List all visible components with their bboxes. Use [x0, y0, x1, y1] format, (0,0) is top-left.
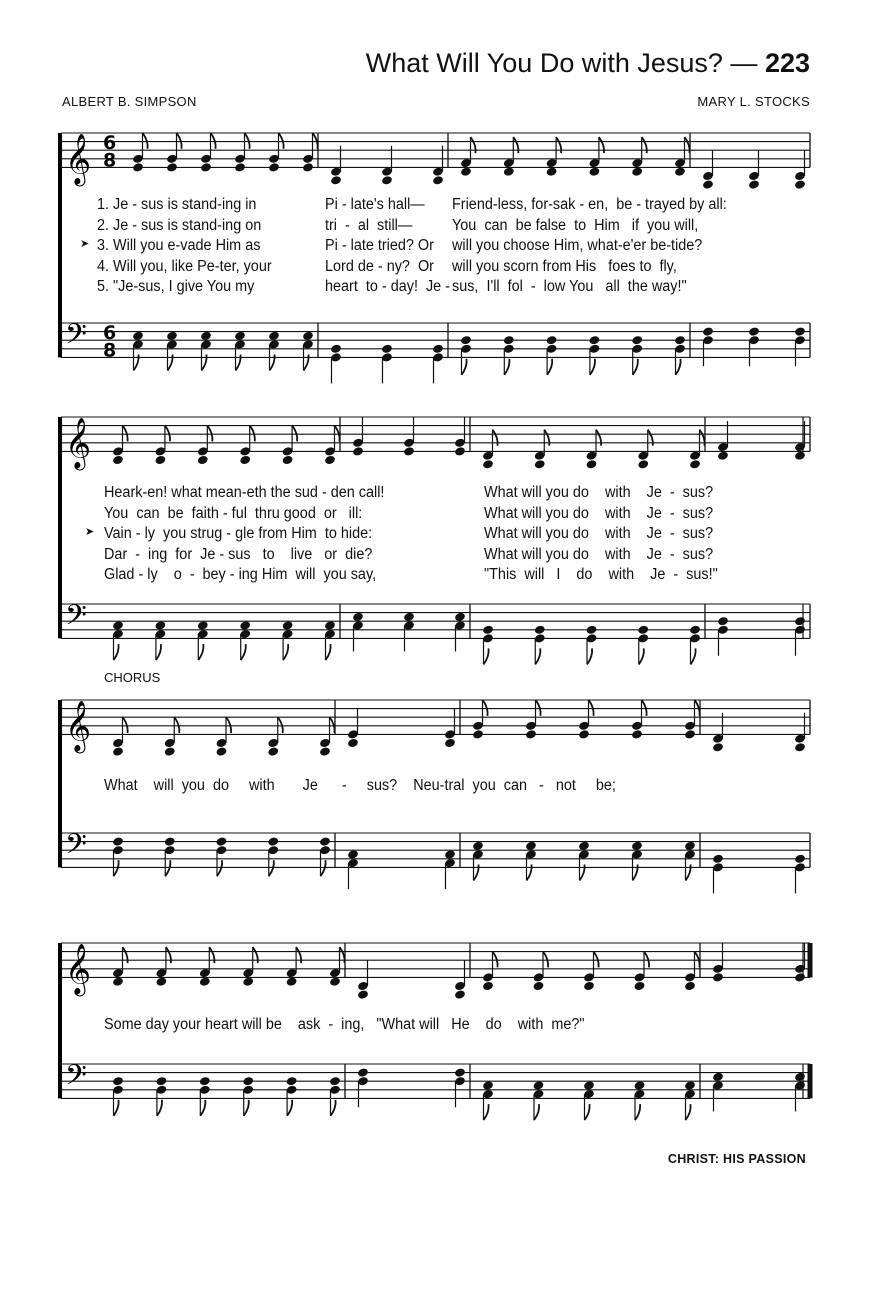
note-head [674, 335, 686, 346]
note-head [794, 1072, 806, 1083]
note-flag [123, 717, 128, 733]
note-head [166, 162, 178, 173]
verse-marker-icon: ➤ [80, 238, 90, 250]
note-head [329, 976, 341, 987]
note-head [454, 989, 466, 1000]
note-flag [695, 951, 700, 967]
note-head [503, 166, 515, 177]
note-head [239, 455, 251, 466]
verse-lyric-segment: will you choose Him, what-e'er be-tide? [452, 237, 703, 254]
note-flag [143, 133, 148, 149]
system-bracket [58, 417, 62, 638]
verse-lyric-segment: 4. Will you, like Pe-ter, your [97, 257, 272, 275]
verse-lyric-segment: Heark-en! what mean-eth the sud - den call! [104, 484, 385, 501]
note-head [583, 981, 595, 992]
note-head [444, 849, 456, 860]
composer-credit: MARY L. STOCKS [697, 94, 810, 109]
note-head [525, 729, 537, 740]
note-head [472, 841, 484, 852]
note-head [329, 1076, 341, 1087]
note-head [319, 836, 331, 847]
note-head [534, 625, 546, 636]
note-head [454, 1067, 466, 1078]
note-flag [174, 717, 179, 733]
note-flag [114, 860, 119, 876]
note-flag [644, 951, 649, 967]
treble-clef-icon: 𝄞 [65, 700, 92, 752]
note-head [586, 625, 598, 636]
treble-clef-icon: 𝄞 [65, 943, 92, 995]
note-head [794, 742, 806, 753]
note-flag [676, 359, 681, 375]
note-head [154, 620, 166, 631]
note-head [302, 331, 314, 342]
verse-lyric-segment: 5. "Je-sus, I give You my [97, 278, 255, 295]
note-head [432, 344, 444, 355]
note-flag [590, 359, 595, 375]
note-flag [114, 644, 119, 660]
note-head [684, 729, 696, 740]
note-flag [594, 951, 599, 967]
note-head [482, 459, 494, 470]
refrain-lyrics: Some day your heart will be ask - ing, "What will He do with me?" [104, 1016, 585, 1033]
note-head [717, 450, 729, 461]
verse-lyric-segment: Pi - late tried? Or [325, 237, 434, 254]
note-head [546, 166, 558, 177]
note-head [674, 166, 686, 177]
note-head [132, 331, 144, 342]
note-head [286, 1076, 298, 1087]
hymn-title: What Will You Do with Jesus? — 223 [365, 48, 810, 78]
verse-lyric-segment: You can be faith - ful thru good or ill: [104, 504, 363, 522]
note-head [234, 331, 246, 342]
note-head [472, 729, 484, 740]
note-flag [695, 700, 700, 716]
note-flag [484, 1104, 489, 1120]
note-flag [177, 133, 182, 149]
note-head [546, 335, 558, 346]
verse-marker-icon: ➤ [85, 526, 95, 538]
treble-clef-icon: 𝄞 [65, 133, 92, 185]
verse-lyric-segment: 1. Je - sus is stand-ing in [97, 196, 257, 213]
note-flag [483, 700, 488, 716]
note-flag [123, 425, 128, 441]
note-head [432, 175, 444, 186]
note-head [268, 162, 280, 173]
note-head [588, 166, 600, 177]
note-head [155, 976, 167, 987]
note-head [748, 179, 760, 190]
note-flag [331, 1100, 336, 1116]
note-head [112, 455, 124, 466]
system-bracket [58, 133, 62, 357]
verse-lyric-segment: What will you do with Je - sus? [484, 504, 714, 522]
note-head [381, 344, 393, 355]
note-head [684, 841, 696, 852]
verse-lyric-segment: You can be false to Him if you will, [452, 216, 699, 234]
note-head [268, 331, 280, 342]
note-flag [278, 717, 283, 733]
note-flag [250, 425, 255, 441]
treble-clef-icon: 𝄞 [65, 417, 92, 469]
note-head [689, 625, 701, 636]
note-flag [313, 133, 318, 149]
note-flag [326, 644, 331, 660]
note-head [503, 335, 515, 346]
note-head [112, 620, 124, 631]
note-head [242, 976, 254, 987]
note-flag [283, 644, 288, 660]
note-flag [633, 359, 638, 375]
note-head [631, 166, 643, 177]
note-head [712, 854, 724, 865]
note-flag [493, 951, 498, 967]
note-head [197, 620, 209, 631]
note-flag [279, 133, 284, 149]
note-head [319, 746, 331, 757]
note-head [403, 446, 415, 457]
system-bracket [58, 700, 62, 867]
verse-lyric-segment: 2. Je - sus is stand-ing on [97, 216, 262, 234]
note-head [239, 620, 251, 631]
note-head [794, 450, 806, 461]
note-flag [211, 133, 216, 149]
note-head [460, 335, 472, 346]
note-head [482, 981, 494, 992]
note-head [712, 742, 724, 753]
note-flag [547, 359, 552, 375]
note-head [200, 162, 212, 173]
note-head [794, 616, 806, 627]
note-flag [330, 717, 335, 733]
note-flag [241, 644, 246, 660]
section-footer: CHRIST: HIS PASSION [667, 1152, 806, 1166]
note-head [112, 976, 124, 987]
note-flag [691, 648, 696, 664]
note-flag [543, 951, 548, 967]
note-head [352, 612, 364, 623]
note-flag [198, 644, 203, 660]
note-head [637, 625, 649, 636]
note-head [112, 746, 124, 757]
note-head [533, 981, 545, 992]
note-head [702, 179, 714, 190]
time-signature: 6 [103, 322, 117, 345]
verse-lyric-segment: Vain - ly you strug - gle from Him to hide: [104, 525, 373, 542]
note-head [689, 459, 701, 470]
system-bracket [58, 943, 62, 1098]
note-head [357, 989, 369, 1000]
note-flag [585, 1104, 590, 1120]
note-head [330, 344, 342, 355]
verse-lyric-segment: Pi - late's hall— [325, 196, 425, 213]
note-head [164, 746, 176, 757]
note-head [164, 836, 176, 847]
note-head [282, 455, 294, 466]
note-head [166, 331, 178, 342]
verse-lyric-segment: Lord de - ny? Or [325, 257, 434, 275]
note-flag [462, 359, 467, 375]
note-head [347, 738, 359, 749]
verse-lyric-segment: Glad - ly o - bey - ing Him will you say, [104, 566, 377, 583]
note-flag [504, 359, 509, 375]
note-flag [156, 644, 161, 660]
note-head [200, 331, 212, 342]
note-head [794, 326, 806, 337]
note-head [267, 836, 279, 847]
note-head [242, 1076, 254, 1087]
note-flag [534, 1104, 539, 1120]
note-flag [245, 133, 250, 149]
verse-lyric-segment: Friend-less, for-sak - en, be - trayed by all: [452, 196, 727, 213]
note-head [267, 746, 279, 757]
note-head [525, 841, 537, 852]
note-head [234, 162, 246, 173]
note-head [216, 746, 228, 757]
note-head [460, 166, 472, 177]
note-flag [587, 648, 592, 664]
note-flag [535, 648, 540, 664]
note-head [132, 162, 144, 173]
note-flag [589, 700, 594, 716]
note-head [199, 1076, 211, 1087]
note-flag [244, 1100, 249, 1116]
note-head [381, 175, 393, 186]
note-flag [536, 700, 541, 716]
verse-lyric-segment: tri - al still— [325, 216, 413, 234]
note-head [684, 981, 696, 992]
note-head [482, 1080, 494, 1091]
note-head [637, 459, 649, 470]
note-head [794, 854, 806, 865]
note-head [444, 738, 456, 749]
note-flag [639, 648, 644, 664]
note-head [712, 972, 724, 983]
note-flag [200, 1100, 205, 1116]
note-head [199, 976, 211, 987]
verse-lyric-segment: heart to - day! Je - [325, 278, 450, 295]
note-flag [686, 1104, 691, 1120]
verse-lyric-segment: Dar - ing for Je - sus to live or die? [104, 545, 373, 563]
note-head [330, 175, 342, 186]
note-head [347, 849, 359, 860]
note-head [112, 1076, 124, 1087]
time-signature: 8 [103, 149, 117, 172]
verse-lyric-segment: "This will I do with Je - sus!" [484, 566, 718, 583]
note-head [748, 326, 760, 337]
note-head [583, 1080, 595, 1091]
note-head [631, 841, 643, 852]
note-head [324, 455, 336, 466]
note-flag [292, 425, 297, 441]
note-head [302, 162, 314, 173]
verse-lyric-segment: What will you do with Je - sus? [484, 484, 714, 501]
note-head [631, 335, 643, 346]
note-flag [114, 1100, 119, 1116]
note-head [534, 459, 546, 470]
note-head [794, 972, 806, 983]
bass-clef-icon: 𝄢 [65, 1058, 87, 1099]
note-head [286, 976, 298, 987]
note-head [282, 620, 294, 631]
note-head [586, 459, 598, 470]
note-flag [287, 1100, 292, 1116]
verse-lyric-segment: sus, I'll fol - low You all the way!" [452, 278, 687, 295]
verse-lyric-segment: will you scorn from His foes to fly, [452, 257, 677, 275]
note-head [197, 455, 209, 466]
note-flag [321, 860, 326, 876]
chorus-lyrics: What will you do with Je - sus? Neu-tral you can - not be; [104, 777, 616, 794]
note-flag [217, 860, 222, 876]
note-head [717, 616, 729, 627]
note-flag [635, 1104, 640, 1120]
note-head [634, 981, 646, 992]
time-signature: 6 [103, 132, 117, 155]
note-head [634, 1080, 646, 1091]
note-head [324, 620, 336, 631]
note-head [155, 1076, 167, 1087]
note-head [454, 612, 466, 623]
note-flag [226, 717, 231, 733]
bass-clef-icon: 𝄢 [65, 317, 87, 358]
note-head [482, 625, 494, 636]
note-flag [207, 425, 212, 441]
time-signature: 8 [103, 339, 117, 362]
note-flag [484, 648, 489, 664]
verse-lyric-segment: What will you do with Je - sus? [484, 545, 714, 563]
verse-lyric-segment: 3. Will you e-vade Him as [97, 237, 261, 254]
note-flag [165, 860, 170, 876]
note-head [578, 729, 590, 740]
note-head [533, 1080, 545, 1091]
note-head [112, 836, 124, 847]
note-flag [269, 860, 274, 876]
bass-clef-icon: 𝄢 [65, 598, 87, 639]
note-head [631, 729, 643, 740]
note-flag [335, 425, 340, 441]
note-head [352, 446, 364, 457]
note-head [588, 335, 600, 346]
hymn-number: 223 [764, 48, 810, 78]
bass-clef-icon: 𝄢 [65, 827, 87, 868]
note-head [794, 179, 806, 190]
author-credit: ALBERT B. SIMPSON [62, 94, 197, 109]
note-flag [642, 700, 647, 716]
note-head [684, 1080, 696, 1091]
note-head [702, 326, 714, 337]
verse-lyric-segment: What will you do with Je - sus? [484, 525, 714, 542]
note-flag [157, 1100, 162, 1116]
note-head [454, 446, 466, 457]
note-head [712, 1072, 724, 1083]
note-flag [165, 425, 170, 441]
chorus-label: CHORUS [104, 670, 161, 685]
note-head [403, 612, 415, 623]
note-head [357, 1067, 369, 1078]
note-head [154, 455, 166, 466]
note-head [578, 841, 590, 852]
note-head [216, 836, 228, 847]
